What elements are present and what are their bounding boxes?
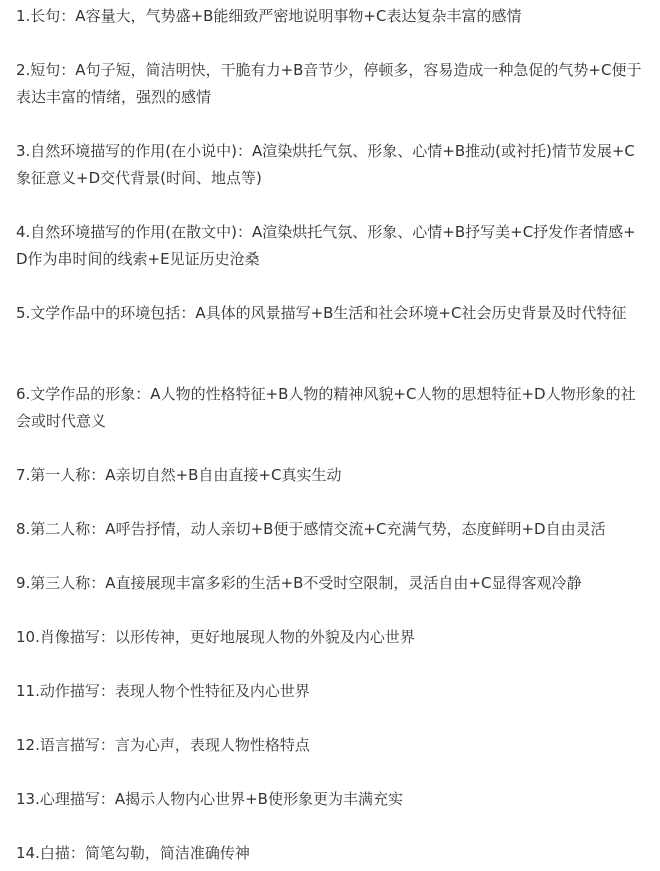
list-item: 14.白描：简笔勾勒，简洁准确传神 — [16, 844, 250, 862]
list-item: 8.第二人称：A呼告抒情，动人亲切+B便于感情交流+C充满气势，态度鲜明+D自由灵活 — [16, 520, 606, 538]
list-item: 9.第三人称：A直接展现丰富多彩的生活+B不受时空限制，灵活自由+C显得客观冷静 — [16, 574, 582, 592]
list-item: 10.肖像描写：以形传神，更好地展现人物的外貌及内心世界 — [16, 628, 415, 646]
list-item: 4.自然环境描写的作用(在散文中)：A渲染烘托气氛、形象、心情+B抒写美+C抒发作者情感+D作为串时间的线索+E见证历史沧桑 — [16, 223, 636, 268]
list-item: 11.动作描写：表现人物个性特征及内心世界 — [16, 682, 310, 700]
list-item: 3.自然环境描写的作用(在小说中)：A渲染烘托气氛、形象、心情+B推动(或衬托)情节发展+C象征意义+D交代背景(时间、地点等) — [16, 142, 635, 187]
list-item: 1.长句：A容量大，气势盛+B能细致严密地说明事物+C表达复杂丰富的感情 — [16, 7, 522, 25]
list-item: 6.文学作品的形象：A人物的性格特征+B人物的精神风貌+C人物的思想特征+D人物形象的社会或时代意义 — [16, 385, 636, 430]
list-item: 5.文学作品中的环境包括：A具体的风景描写+B生活和社会环境+C社会历史背景及时代特征 — [16, 304, 627, 322]
list-item: 12.语言描写：言为心声，表现人物性格特点 — [16, 736, 310, 754]
list-item: 2.短句：A句子短，简洁明快，干脆有力+B音节少，停顿多，容易造成一种急促的气势+C便于表达丰富的情绪，强烈的感情 — [16, 61, 642, 106]
list-item: 13.心理描写：A揭示人物内心世界+B使形象更为丰满充实 — [16, 790, 403, 808]
list-item: 7.第一人称：A亲切自然+B自由直接+C真实生动 — [16, 466, 342, 484]
